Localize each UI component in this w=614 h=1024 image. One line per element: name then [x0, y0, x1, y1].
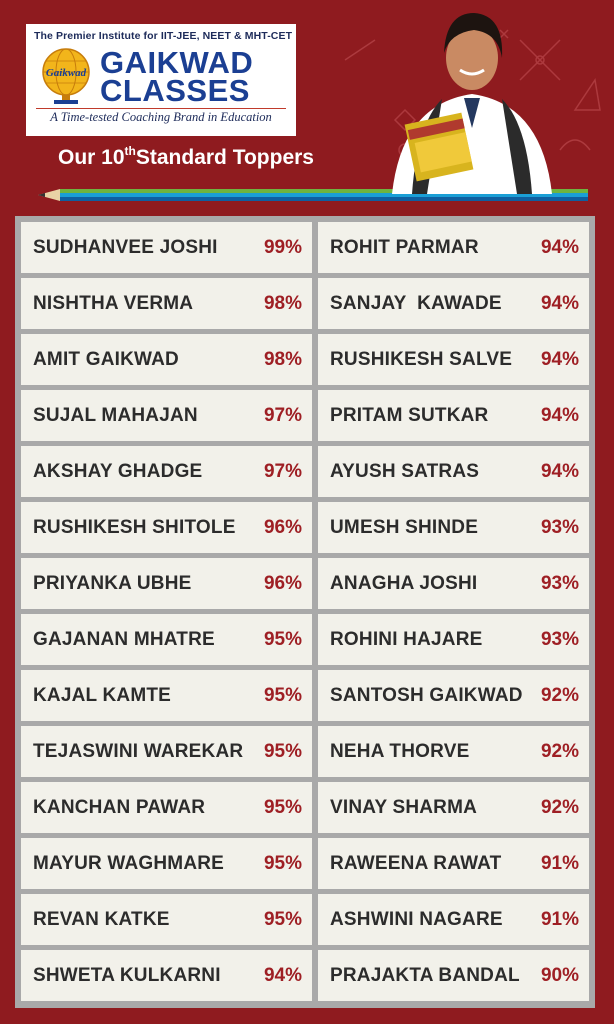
topper-cell-left	[21, 894, 312, 945]
brand-line1: GAIKWAD	[100, 45, 254, 80]
topper-cell-right	[318, 782, 589, 833]
topper-score: 95%	[263, 909, 302, 930]
topper-name: TEJASWINI WAREKAR	[33, 741, 244, 762]
topper-name: SANJAY KAWADE	[330, 293, 502, 314]
topper-cell-left	[21, 614, 312, 665]
topper-score: 99%	[263, 237, 302, 258]
table-row	[21, 558, 589, 609]
table-row	[21, 614, 589, 665]
topper-name: PRIYANKA UBHE	[33, 573, 192, 594]
topper-cell-left	[21, 558, 312, 609]
topper-cell-right	[318, 446, 589, 497]
page-title	[58, 146, 314, 170]
topper-name: ROHINI HAJARE	[330, 629, 483, 650]
topper-score: 95%	[263, 741, 302, 762]
topper-cell-right	[318, 222, 589, 273]
table-row	[21, 390, 589, 441]
topper-name: VINAY SHARMA	[330, 797, 478, 818]
topper-cell-right	[318, 838, 589, 889]
topper-score: 94%	[540, 461, 579, 482]
topper-name: ROHIT PARMAR	[330, 237, 479, 258]
topper-score: 95%	[263, 685, 302, 706]
topper-score: 97%	[263, 461, 302, 482]
table-row	[21, 670, 589, 721]
topper-name: AMIT GAIKWAD	[33, 349, 179, 370]
topper-score: 95%	[263, 629, 302, 650]
topper-cell-right	[318, 502, 589, 553]
title-sup: th	[124, 144, 136, 158]
topper-score: 98%	[263, 349, 302, 370]
globe-icon	[38, 46, 94, 106]
table-row	[21, 894, 589, 945]
topper-score: 94%	[263, 965, 302, 986]
topper-name: SUDHANVEE JOSHI	[33, 237, 218, 258]
topper-score: 92%	[540, 741, 579, 762]
topper-score: 94%	[540, 237, 579, 258]
topper-score: 93%	[540, 629, 579, 650]
topper-name: RAWEENA RAWAT	[330, 853, 502, 874]
topper-score: 94%	[540, 293, 579, 314]
topper-cell-right	[318, 670, 589, 721]
table-row	[21, 446, 589, 497]
topper-cell-left	[21, 726, 312, 777]
topper-score: 94%	[540, 405, 579, 426]
topper-cell-left	[21, 838, 312, 889]
topper-score: 96%	[263, 573, 302, 594]
topper-score: 91%	[540, 909, 579, 930]
globe-text: Gaikwad	[45, 67, 87, 79]
topper-cell-right	[318, 614, 589, 665]
topper-name: SHWETA KULKARNI	[33, 965, 221, 986]
topper-score: 91%	[540, 853, 579, 874]
logo-subline: A Time-tested Coaching Brand in Education	[36, 108, 286, 125]
topper-name: PRITAM SUTKAR	[330, 405, 489, 426]
topper-score: 92%	[540, 685, 579, 706]
topper-cell-right	[318, 726, 589, 777]
topper-name: AKSHAY GHADGE	[33, 461, 203, 482]
topper-name: NISHTHA VERMA	[33, 293, 194, 314]
topper-name: UMESH SHINDE	[330, 517, 479, 538]
topper-score: 96%	[263, 517, 302, 538]
topper-name: NEHA THORVE	[330, 741, 470, 762]
topper-name: KANCHAN PAWAR	[33, 797, 206, 818]
topper-cell-left	[21, 334, 312, 385]
topper-name: GAJANAN MHATRE	[33, 629, 215, 650]
topper-cell-left	[21, 278, 312, 329]
table-row	[21, 502, 589, 553]
topper-name: REVAN KATKE	[33, 909, 170, 930]
toppers-table	[15, 216, 595, 1008]
brand-line2: CLASSES	[100, 73, 250, 108]
topper-name: RUSHIKESH SHITOLE	[33, 517, 236, 538]
topper-score: 95%	[263, 853, 302, 874]
topper-name: PRAJAKTA BANDAL	[330, 965, 520, 986]
topper-cell-left	[21, 390, 312, 441]
topper-name: RUSHIKESH SALVE	[330, 349, 513, 370]
topper-cell-right	[318, 950, 589, 1001]
topper-score: 97%	[263, 405, 302, 426]
topper-cell-left	[21, 502, 312, 553]
topper-cell-left	[21, 950, 312, 1001]
table-row	[21, 838, 589, 889]
topper-name: SUJAL MAHAJAN	[33, 405, 198, 426]
topper-name: AYUSH SATRAS	[330, 461, 480, 482]
topper-name: KAJAL KAMTE	[33, 685, 172, 706]
topper-score: 98%	[263, 293, 302, 314]
title-prefix: Our 10	[58, 146, 125, 169]
topper-score: 93%	[540, 573, 579, 594]
topper-cell-right	[318, 334, 589, 385]
student-illustration	[372, 8, 572, 194]
topper-cell-right	[318, 278, 589, 329]
topper-cell-left	[21, 670, 312, 721]
topper-cell-left	[21, 446, 312, 497]
topper-score: 94%	[540, 349, 579, 370]
topper-score: 95%	[263, 797, 302, 818]
topper-name: ANAGHA JOSHI	[330, 573, 478, 594]
topper-score: 92%	[540, 797, 579, 818]
table-row	[21, 278, 589, 329]
topper-name: SANTOSH GAIKWAD	[330, 685, 523, 706]
topper-name: ASHWINI NAGARE	[330, 909, 503, 930]
topper-score: 90%	[540, 965, 579, 986]
topper-cell-right	[318, 894, 589, 945]
topper-name: MAYUR WAGHMARE	[33, 853, 225, 874]
table-row	[21, 726, 589, 777]
topper-cell-right	[318, 390, 589, 441]
topper-score: 93%	[540, 517, 579, 538]
table-row	[21, 950, 589, 1001]
table-row	[21, 222, 589, 273]
topper-cell-left	[21, 782, 312, 833]
logo-tagline: The Premier Institute for IIT-JEE, NEET & MHT-CET	[34, 30, 293, 42]
table-row	[21, 334, 589, 385]
logo	[26, 24, 296, 136]
table-row	[21, 782, 589, 833]
topper-cell-right	[318, 558, 589, 609]
title-suffix: Standard Toppers	[135, 146, 314, 169]
topper-cell-left	[21, 222, 312, 273]
